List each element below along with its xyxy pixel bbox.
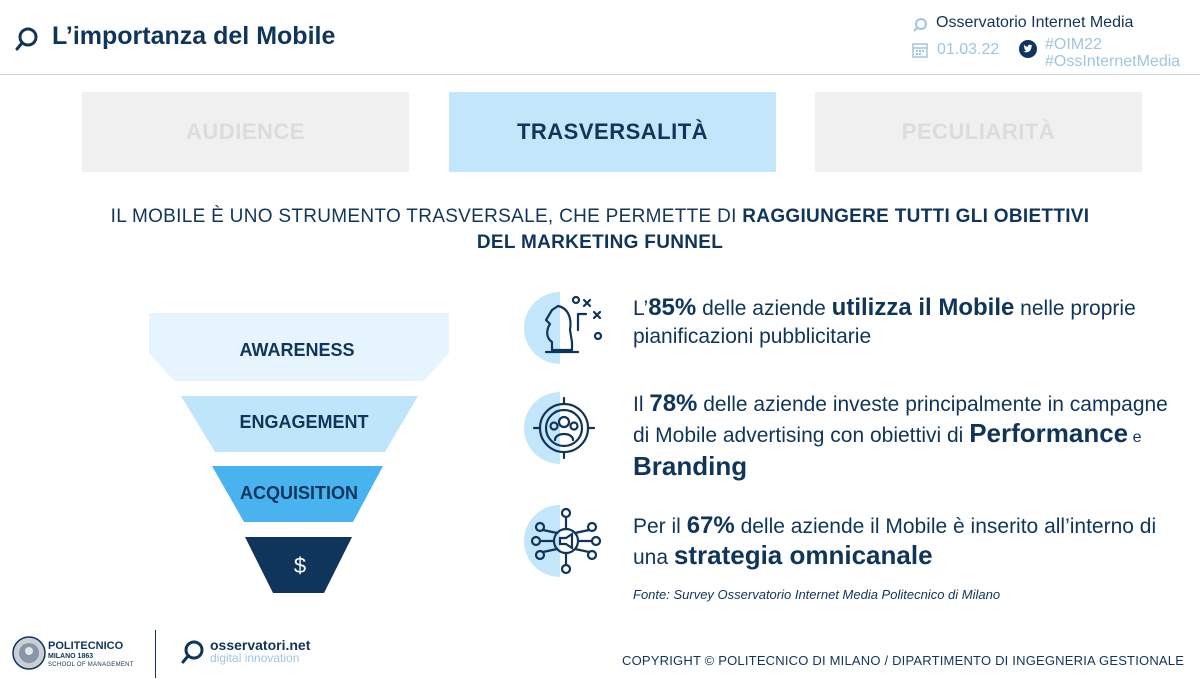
stat-number: 78% (649, 390, 698, 417)
stat-emphasis: utilizza il Mobile (831, 294, 1015, 321)
chess-knight-strategy-icon (516, 290, 606, 366)
tab-trasversalita[interactable]: TRASVERSALITÀ (449, 92, 776, 172)
stat-item (633, 512, 1173, 572)
stat-number: 85% (648, 294, 697, 321)
footer-divider (155, 630, 156, 678)
funnel-label: AWARENESS (239, 340, 355, 360)
funnel-label: ACQUISITION (239, 483, 359, 503)
magnifier-logo-icon (180, 639, 206, 665)
politecnico-seal-icon (12, 636, 46, 670)
headline-statement (100, 204, 1100, 256)
politecnico-city: MILANO 1863 (48, 653, 94, 660)
osservatori-name: osservatori.net (210, 637, 311, 653)
stat-text: delle aziende (696, 297, 832, 320)
stat-text: delle aziende investe principalmente in campagne di Mobile advertising con obiettivi di (633, 393, 1168, 447)
stat-text: Il (633, 393, 650, 416)
stat-text: L’ (633, 297, 649, 320)
stat-text: Per il (633, 515, 687, 538)
source-note: Fonte: Survey Osservatorio Internet Media Politecnico di Milano (633, 587, 1001, 602)
stat-number: 67% (686, 512, 735, 539)
stat-text: nelle proprie pianificazioni pubblicitarie (633, 297, 1136, 348)
stat-item (633, 390, 1173, 483)
tab-audience[interactable]: AUDIENCE (82, 92, 409, 172)
magnifier-logo-icon (14, 26, 40, 52)
stat-emphasis: Performance (969, 418, 1129, 448)
stat-emphasis: Branding (633, 451, 748, 481)
twitter-icon[interactable] (1019, 40, 1037, 58)
hashtag[interactable]: #OIM22 (1045, 36, 1102, 53)
event-date: 01.03.22 (937, 41, 1000, 58)
brand-name: Osservatorio Internet Media (936, 14, 1134, 31)
funnel-label: ENGAGEMENT (239, 412, 369, 432)
politecnico-school: SCHOOL OF MANAGEMENT (48, 662, 134, 668)
stat-text: e (1128, 429, 1142, 446)
target-audience-icon (516, 390, 606, 466)
copyright-note: COPYRIGHT © POLITECNICO DI MILANO / DIPARTIMENTO DI INGEGNERIA GESTIONALE (622, 653, 1185, 668)
statement-text: IL MOBILE È UNO STRUMENTO TRASVERSALE, CHE PERMETTE DI (110, 206, 743, 227)
osservatori-tagline: digital innovation (210, 651, 300, 665)
funnel-label: $ (293, 553, 307, 578)
hashtag[interactable]: #OssInternetMedia (1045, 53, 1181, 70)
statement-emphasis: RAGGIUNGERE TUTTI GLI OBIETTIVI DEL MARKETING FUNNEL (476, 206, 1090, 253)
omnichannel-megaphone-icon (516, 503, 606, 579)
stat-text: delle aziende il Mobile è inserito all’interno di una (633, 515, 1157, 569)
stat-item (633, 294, 1173, 351)
stat-emphasis: strategia omnicanale (673, 540, 933, 570)
magnifier-logo-icon (912, 17, 928, 33)
marketing-funnel (149, 313, 449, 595)
tab-peculiarita[interactable]: PECULIARITÀ (815, 92, 1142, 172)
page-title: L’importanza del Mobile (52, 22, 336, 50)
politecnico-name: POLITECNICO (48, 640, 124, 652)
calendar-icon (912, 42, 928, 58)
